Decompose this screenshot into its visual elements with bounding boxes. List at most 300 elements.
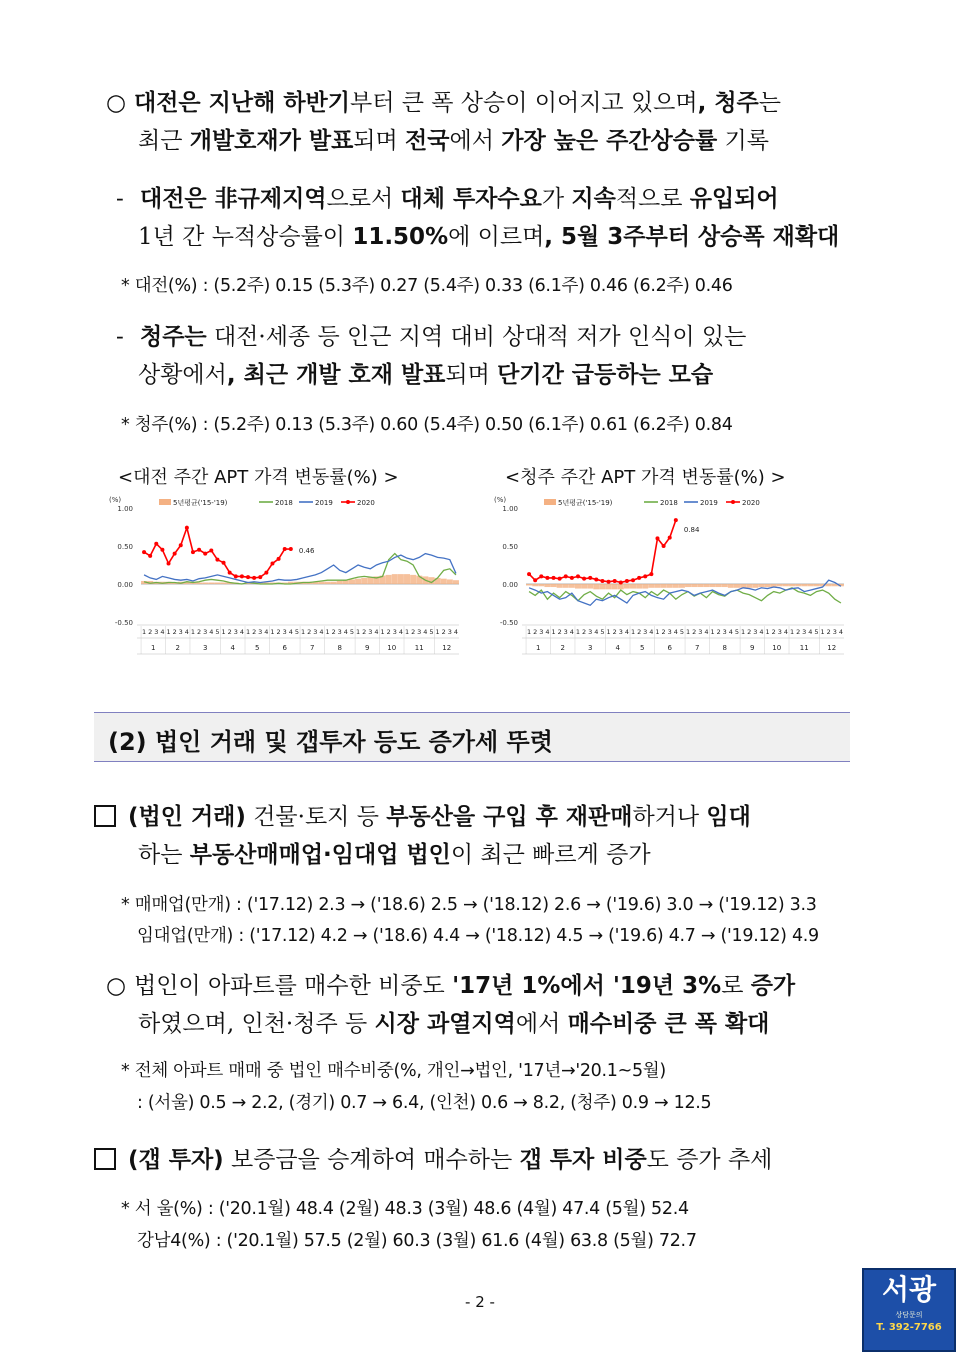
series-point <box>179 543 183 547</box>
week-tick-label: 4 <box>319 628 324 636</box>
month-tick-label: 12 <box>827 644 837 652</box>
legend-label: 2020 <box>742 499 760 507</box>
week-tick-label: 3 <box>178 628 183 636</box>
area-bar <box>752 584 758 588</box>
series-point <box>527 572 531 576</box>
area-bar <box>618 584 624 589</box>
series-point <box>576 574 580 578</box>
bold-text-run: 임대 <box>706 804 751 830</box>
series-point <box>558 577 562 581</box>
week-tick-label: 2 <box>692 628 697 636</box>
week-tick-label: 4 <box>808 628 813 636</box>
month-tick-label: 9 <box>365 644 370 652</box>
series-point <box>588 576 592 580</box>
week-tick-label: 3 <box>447 628 452 636</box>
area-bar <box>691 584 697 587</box>
series-point <box>674 518 678 522</box>
week-tick-label: 2 <box>307 628 312 636</box>
series-point <box>655 536 659 540</box>
series-line <box>529 520 676 582</box>
y-tick-label: 0.50 <box>502 543 518 551</box>
y-tick-label: 0.50 <box>117 543 133 551</box>
legend-swatch <box>159 499 171 505</box>
week-tick-label: 2 <box>172 628 177 636</box>
area-bar <box>392 574 398 584</box>
series-point <box>662 544 666 548</box>
text-run: 되며 <box>353 128 406 154</box>
y-tick-label: 1.00 <box>117 505 133 513</box>
series-point <box>533 578 537 582</box>
area-bar <box>367 577 373 584</box>
area-bar <box>673 584 679 588</box>
week-tick-label: 4 <box>673 628 678 636</box>
para4-line1 <box>94 802 751 832</box>
series-point <box>607 580 611 584</box>
series-point <box>545 576 549 580</box>
week-tick-label: 3 <box>258 628 263 636</box>
week-tick-label: 1 <box>606 628 611 636</box>
text-run: 가 <box>541 186 572 212</box>
area-bar <box>826 584 832 586</box>
series-point <box>228 571 232 575</box>
note-corp-share-title: * 전체 아파트 매매 중 법인 매수비중(%, 개인→법인, '17년→'20.1~5월) <box>121 1061 666 1081</box>
week-tick-label: 4 <box>759 628 764 636</box>
series-point <box>637 576 641 580</box>
week-tick-label: 4 <box>783 628 788 636</box>
bold-text-run: , 5월 3주부터 상승폭 재확대 <box>544 224 840 250</box>
series-point <box>246 575 250 579</box>
area-bar <box>214 582 220 584</box>
area-bar <box>801 584 807 586</box>
month-tick-label: 1 <box>150 644 156 652</box>
area-bar <box>202 582 208 584</box>
bold-text-run: 부동산매매업·임대업 법인 <box>189 842 451 868</box>
legend-marker <box>346 500 350 504</box>
week-tick-label: 4 <box>649 628 654 636</box>
text-run: 건물·토지 등 <box>245 804 387 830</box>
series-point <box>222 561 226 565</box>
month-tick-label: 1 <box>535 644 541 652</box>
page-number: - 2 - <box>465 1293 495 1311</box>
bold-text-run: 유입되어 <box>689 186 779 212</box>
area-bar <box>777 584 783 586</box>
week-tick-label: 3 <box>203 628 208 636</box>
legend-marker <box>731 500 735 504</box>
series-point <box>154 542 158 546</box>
area-bar <box>716 584 722 587</box>
area-bar <box>569 584 575 588</box>
note-seoul-gap: * 서 울(%) : ('20.1월) 48.4 (2월) 48.3 (3월) 48.6 (4월) 47.4 (5월) 52.4 <box>121 1199 689 1219</box>
week-tick-label: 3 <box>282 628 287 636</box>
series-point <box>215 558 219 562</box>
week-tick-label: 4 <box>423 628 428 636</box>
series-point <box>197 548 201 552</box>
bold-text-run: (갭 투자) <box>128 1147 224 1173</box>
area-bar <box>606 584 612 589</box>
week-tick-label: 5 <box>294 628 300 636</box>
area-bar <box>526 584 532 586</box>
text-run: 하거나 <box>632 804 707 830</box>
series-point <box>277 557 281 561</box>
text-run: 하였으며, 인천·청주 등 <box>138 1011 375 1037</box>
legend-label: 2019 <box>700 499 718 507</box>
series-point <box>668 536 672 540</box>
section-title: (2) 법인 거래 및 갭투자 등도 증가세 뚜렷 <box>108 728 553 756</box>
legend-label: 2019 <box>315 499 333 507</box>
area-bar <box>587 584 593 589</box>
legend-label: 5년평균('15-'19) <box>173 499 228 507</box>
area-bar <box>398 574 404 584</box>
chart-cheongju <box>490 490 852 662</box>
series-point <box>625 579 629 583</box>
bold-text-run: , 청주 <box>697 90 759 116</box>
area-bar <box>813 584 819 586</box>
area-bar <box>807 584 813 586</box>
bold-text-run: 매수비중 큰 폭 확대 <box>567 1011 770 1037</box>
week-tick-label: 4 <box>239 628 244 636</box>
area-bar <box>710 584 716 587</box>
text-run: 에 이르며 <box>448 224 545 250</box>
area-bar <box>765 584 771 587</box>
area-bar <box>642 584 648 589</box>
series-line <box>144 528 291 578</box>
week-tick-label: 1 <box>221 628 226 636</box>
note-sales-business: * 매매업(만개) : ('17.12) 2.3 → ('18.6) 2.5 → ('18.12) 2.6 → ('19.6) 3.0 → ('19.12) 3.3 <box>121 895 817 915</box>
bold-text-run: 대체 투자수요 <box>400 186 542 212</box>
area-bar <box>447 579 453 584</box>
text-run: 상황에서 <box>138 362 227 388</box>
bold-text-run: 대전은 非규제지역 <box>140 186 327 212</box>
series-point <box>264 571 268 575</box>
checkbox-square-icon <box>94 1148 116 1170</box>
week-tick-label: 3 <box>392 628 397 636</box>
week-tick-label: 3 <box>588 628 593 636</box>
month-tick-label: 7 <box>694 644 700 652</box>
week-tick-label: 1 <box>789 628 795 636</box>
week-tick-label: 3 <box>832 628 837 636</box>
series-point <box>600 579 604 583</box>
month-tick-label: 6 <box>282 644 287 652</box>
week-tick-label: 3 <box>698 628 703 636</box>
week-tick-label: 1 <box>380 628 385 636</box>
series-point <box>160 548 164 552</box>
month-tick-label: 8 <box>337 644 342 652</box>
week-tick-label: 4 <box>160 628 165 636</box>
series-point <box>643 574 647 578</box>
bold-text-run: 갭 투자 비중 <box>519 1147 647 1173</box>
week-tick-label: 1 <box>190 628 196 636</box>
series-point <box>167 561 171 565</box>
y-axis-unit: (%) <box>494 496 507 504</box>
area-bar <box>746 584 752 588</box>
week-tick-label: 2 <box>582 628 587 636</box>
week-tick-label: 5 <box>600 628 605 636</box>
month-tick-label: 12 <box>442 644 452 652</box>
area-bar <box>325 582 331 584</box>
week-tick-label: 1 <box>166 628 171 636</box>
text-run: 이 최근 빠르게 증가 <box>450 842 651 868</box>
area-bar <box>654 584 660 588</box>
area-bar <box>636 584 642 589</box>
week-tick-label: 3 <box>722 628 727 636</box>
bold-text-run: 개발호재가 발표 <box>189 128 354 154</box>
week-tick-label: 3 <box>313 628 318 636</box>
area-bar <box>722 584 728 587</box>
week-tick-label: 5 <box>349 628 355 636</box>
week-tick-label: 2 <box>533 628 538 636</box>
para2-line1 <box>116 184 779 214</box>
area-bar <box>630 584 636 589</box>
month-tick-label: 8 <box>722 644 727 652</box>
para3-line2 <box>138 360 713 390</box>
area-bar <box>783 584 789 586</box>
y-tick-label: 1.00 <box>502 505 518 513</box>
series-point <box>234 574 238 578</box>
area-bar <box>679 584 685 588</box>
area-bar <box>361 578 367 584</box>
para1-line2 <box>138 126 769 156</box>
week-tick-label: 1 <box>245 628 251 636</box>
week-tick-label: 1 <box>270 628 275 636</box>
series-point <box>570 576 574 580</box>
series-point <box>142 550 146 554</box>
area-bar <box>337 581 343 584</box>
area-bar <box>355 579 361 584</box>
area-bar <box>318 582 324 584</box>
week-tick-label: 1 <box>655 628 660 636</box>
week-tick-label: 2 <box>716 628 721 636</box>
legend-swatch <box>544 499 556 505</box>
week-tick-label: 5 <box>734 628 740 636</box>
para1-line1 <box>106 88 781 118</box>
week-tick-label: 1 <box>765 628 770 636</box>
series-point <box>619 580 623 584</box>
text-run: 대전·세종 등 인근 지역 대비 상대적 저가 인식이 있는 <box>206 324 747 350</box>
data-label: 0.84 <box>683 526 700 535</box>
week-tick-label: 4 <box>594 628 599 636</box>
y-tick-label: -0.50 <box>114 619 133 627</box>
month-tick-label: 4 <box>230 644 235 652</box>
week-tick-label: 3 <box>368 628 373 636</box>
area-bar <box>331 582 337 584</box>
month-tick-label: 2 <box>560 644 565 652</box>
area-bar <box>697 584 703 587</box>
month-tick-label: 2 <box>175 644 180 652</box>
series-point <box>582 577 586 581</box>
area-bar <box>441 579 447 584</box>
legend-label: 2018 <box>275 499 293 507</box>
area-bar <box>661 584 667 588</box>
bold-text-run: 부동산을 구입 후 재판매 <box>386 804 633 830</box>
month-tick-label: 4 <box>615 644 620 652</box>
week-tick-label: 1 <box>404 628 410 636</box>
area-bar <box>538 584 544 586</box>
week-tick-label: 3 <box>667 628 672 636</box>
week-tick-label: 1 <box>551 628 556 636</box>
logo-sub: 상담문의 <box>895 1311 923 1319</box>
week-tick-label: 1 <box>526 628 532 636</box>
series-point <box>191 550 195 554</box>
legend-label: 2018 <box>660 499 678 507</box>
week-tick-label: 1 <box>630 628 636 636</box>
week-tick-label: 2 <box>386 628 391 636</box>
week-tick-label: 2 <box>197 628 202 636</box>
area-bar <box>208 582 214 584</box>
area-bar <box>599 584 605 589</box>
week-tick-label: 1 <box>300 628 306 636</box>
week-tick-label: 1 <box>575 628 581 636</box>
week-tick-label: 1 <box>435 628 440 636</box>
week-tick-label: 1 <box>685 628 691 636</box>
series-point <box>240 574 244 578</box>
para6-line1 <box>94 1145 772 1175</box>
week-tick-label: 3 <box>802 628 807 636</box>
y-tick-label: -0.50 <box>499 619 518 627</box>
area-bar <box>386 575 392 584</box>
week-tick-label: 3 <box>539 628 544 636</box>
area-bar <box>648 584 654 588</box>
series-point <box>539 574 543 578</box>
series-point <box>209 549 213 553</box>
month-tick-label: 11 <box>414 644 424 652</box>
note-daejeon: * 대전(%) : (5.2주) 0.15 (5.3주) 0.27 (5.4주) 0.33 (6.1주) 0.46 (6.2주) 0.46 <box>121 276 733 296</box>
area-bar <box>349 579 355 584</box>
series-line <box>529 588 841 603</box>
month-tick-label: 10 <box>772 644 782 652</box>
series-point <box>631 578 635 582</box>
text-run: 법인이 아파트를 매수한 비중도 <box>134 973 453 999</box>
area-bar <box>789 584 795 586</box>
legend-label: 5년평균('15-'19) <box>558 499 613 507</box>
series-point <box>173 552 177 556</box>
circle-bullet: ○ <box>106 90 127 116</box>
bold-text-run: (법인 거래) <box>128 804 246 830</box>
y-tick-label: 0.00 <box>502 581 518 589</box>
month-tick-label: 3 <box>202 644 208 652</box>
week-tick-label: 2 <box>826 628 831 636</box>
area-bar <box>685 584 691 587</box>
week-tick-label: 4 <box>704 628 709 636</box>
dash-bullet: - <box>116 324 124 350</box>
bold-text-run: 시장 과열지역 <box>374 1011 516 1037</box>
text-run: 되며 <box>445 362 498 388</box>
week-tick-label: 3 <box>643 628 648 636</box>
week-tick-label: 2 <box>796 628 801 636</box>
area-bar <box>563 584 569 588</box>
chart-title-cheongju: <청주 주간 APT 가격 변동률(%) > <box>505 467 786 488</box>
para2-line2 <box>138 222 839 252</box>
week-tick-label: 5 <box>814 628 819 636</box>
chart-title-daejeon: <대전 주간 APT 가격 변동률(%) > <box>118 467 399 488</box>
week-tick-label: 5 <box>215 628 220 636</box>
week-tick-label: 2 <box>148 628 153 636</box>
text-run: 하는 <box>138 842 190 868</box>
series-point <box>564 574 568 578</box>
week-tick-label: 4 <box>838 628 844 636</box>
area-bar <box>612 584 618 589</box>
week-tick-label: 5 <box>429 628 434 636</box>
y-tick-label: 0.00 <box>117 581 133 589</box>
series-point <box>283 547 287 551</box>
area-bar <box>575 584 581 589</box>
dash-bullet: - <box>116 186 124 212</box>
text-run: 으로서 <box>326 186 401 212</box>
para5-line1 <box>106 971 795 1001</box>
para3-line1 <box>116 322 746 352</box>
series-point <box>594 577 598 581</box>
week-tick-label: 1 <box>820 628 825 636</box>
week-tick-label: 4 <box>209 628 214 636</box>
week-tick-label: 1 <box>356 628 361 636</box>
area-bar <box>221 582 227 584</box>
week-tick-label: 2 <box>747 628 752 636</box>
legend-label: 2020 <box>357 499 375 507</box>
series-point <box>289 547 293 551</box>
text-run: 1년 간 누적상승률이 <box>138 224 353 250</box>
bold-text-run: 11.50% <box>352 224 449 250</box>
note-lease-business: 임대업(만개) : ('17.12) 4.2 → ('18.6) 4.4 → ('18.12) 4.5 → ('19.6) 4.7 → ('19.12) 4.9 <box>137 926 819 946</box>
bold-text-run: '17년 1%에서 '19년 3% <box>452 973 722 999</box>
text-run: 는 <box>758 90 781 116</box>
bold-text-run: 증가 <box>750 973 796 999</box>
week-tick-label: 3 <box>337 628 342 636</box>
series-point <box>252 576 256 580</box>
logo-stamp <box>862 1268 956 1352</box>
week-tick-label: 3 <box>233 628 238 636</box>
area-bar <box>728 584 734 588</box>
area-bar <box>624 584 630 589</box>
week-tick-label: 3 <box>618 628 623 636</box>
week-tick-label: 2 <box>661 628 666 636</box>
text-run: 에서 <box>515 1011 568 1037</box>
week-tick-label: 3 <box>417 628 422 636</box>
logo-phone: T. 392-7766 <box>876 1322 942 1333</box>
bold-text-run: 청주는 <box>140 324 207 350</box>
text-run: 보증금을 승계하여 매수하는 <box>223 1147 520 1173</box>
bold-text-run: 가장 높은 주간상승률 <box>501 128 718 154</box>
area-bar <box>544 584 550 587</box>
series-point <box>185 526 189 530</box>
week-tick-label: 4 <box>569 628 574 636</box>
area-bar <box>404 574 410 584</box>
bold-text-run: 전국 <box>405 128 450 154</box>
month-tick-label: 10 <box>387 644 397 652</box>
week-tick-label: 2 <box>331 628 336 636</box>
section-header <box>94 712 850 762</box>
note-corp-share-values: : (서울) 0.5 → 2.2, (경기) 0.7 → 6.4, (인천) 0.6 → 8.2, (청주) 0.9 → 12.5 <box>137 1093 712 1113</box>
checkbox-square-icon <box>94 805 116 827</box>
area-bar <box>593 584 599 589</box>
week-tick-label: 4 <box>264 628 269 636</box>
area-bar <box>703 584 709 587</box>
series-point <box>148 554 152 558</box>
week-tick-label: 2 <box>252 628 257 636</box>
text-run: 기록 <box>717 128 769 154</box>
week-tick-label: 3 <box>154 628 159 636</box>
bold-text-run: 지속 <box>571 186 616 212</box>
text-run: 최근 <box>138 128 190 154</box>
week-tick-label: 2 <box>441 628 446 636</box>
week-tick-label: 1 <box>325 628 330 636</box>
note-gangnam-gap: 강남4(%) : ('20.1월) 57.5 (2월) 60.3 (3월) 61.6 (4월) 63.8 (5월) 72.7 <box>137 1231 697 1251</box>
week-tick-label: 4 <box>288 628 293 636</box>
week-tick-label: 2 <box>612 628 617 636</box>
area-bar <box>410 575 416 584</box>
area-bar <box>667 584 673 588</box>
text-run: 에서 <box>449 128 502 154</box>
month-tick-label: 7 <box>309 644 315 652</box>
week-tick-label: 5 <box>679 628 685 636</box>
